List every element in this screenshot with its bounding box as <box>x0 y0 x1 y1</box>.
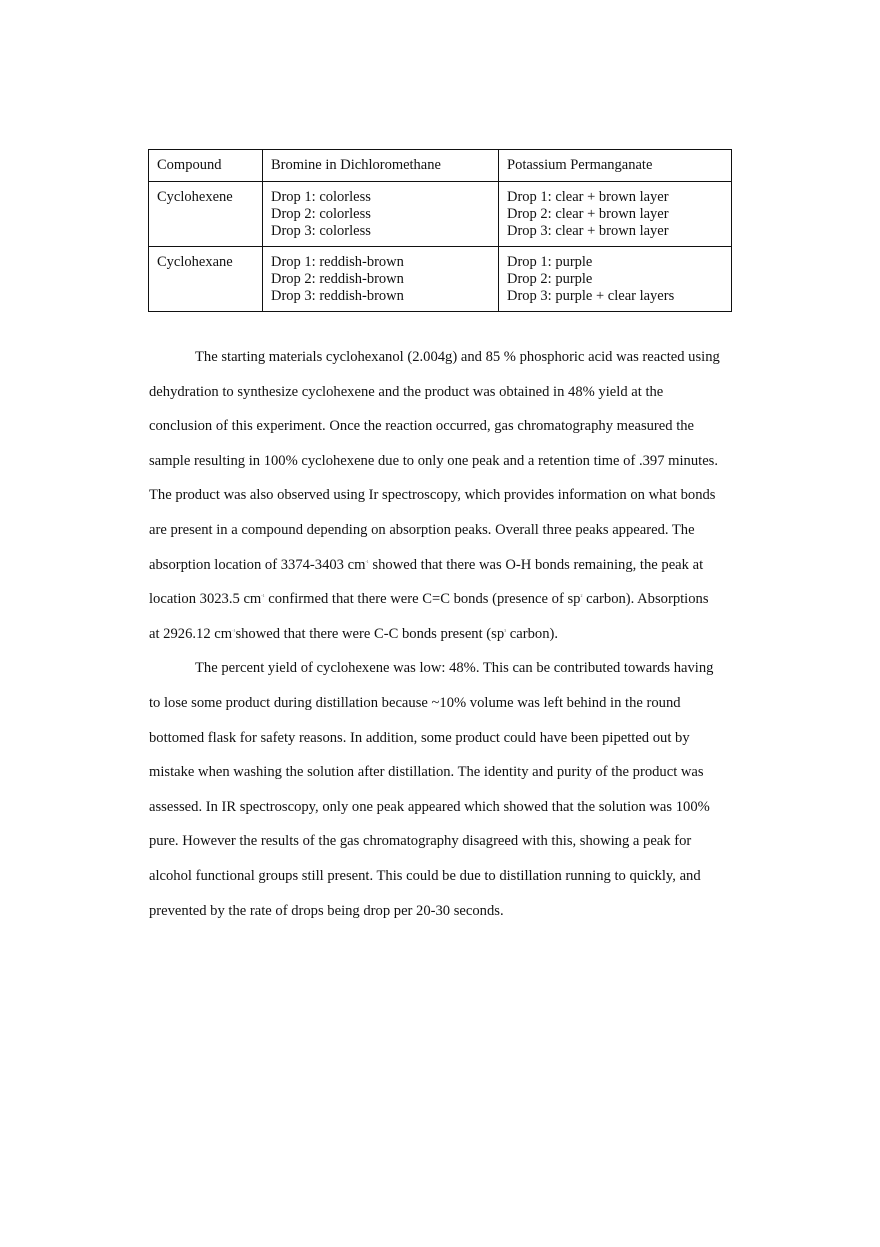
text-run: showed that there was O-H bonds remaining, the peak at <box>368 556 704 573</box>
permanganate-cell <box>499 182 732 247</box>
table-row <box>149 247 732 312</box>
text-run: showed that there were C-C bonds present (sp <box>235 625 505 642</box>
compound-cell: Cyclohexene <box>149 182 263 247</box>
text-line: mistake when washing the solution after distillation. The identity and purity of the product was <box>149 764 704 781</box>
text-line <box>149 548 731 583</box>
paragraph-1 <box>149 340 731 651</box>
superscript: 2 <box>580 593 583 599</box>
text-line: assessed. In IR spectroscopy, only one peak appeared which showed that the solution was 100% <box>149 798 710 815</box>
text-run: absorption location of 3374-3403 cm <box>149 556 366 573</box>
bromine-result: Drop 2: reddish-brown <box>271 271 404 287</box>
superscript: 3 <box>504 627 507 633</box>
text-run: carbon). <box>506 625 559 642</box>
bromine-result: Drop 1: reddish-brown <box>271 254 404 270</box>
superscript: -1 <box>365 558 369 564</box>
superscript: -1 <box>232 627 236 633</box>
header-bromine: Bromine in Dichloromethane <box>263 150 499 182</box>
table-header-row <box>149 150 732 182</box>
text-line: The percent yield of cyclohexene was low: 48%. This can be contributed towards having <box>195 660 714 677</box>
permanganate-result: Drop 3: clear + brown layer <box>507 223 669 239</box>
text-line <box>149 617 731 652</box>
text-line: bottomed flask for safety reasons. In addition, some product could have been pipetted out by <box>149 729 690 746</box>
text-run: carbon). Absorptions <box>582 591 709 608</box>
text-run: location 3023.5 cm <box>149 591 262 608</box>
text-line: sample resulting in 100% cyclohexene due to only one peak and a retention time of .397 minutes. <box>149 452 719 469</box>
text-run: at 2926.12 cm <box>149 625 233 642</box>
text-line: dehydration to synthesize cyclohexene and the product was obtained in 48% yield at the <box>149 383 664 400</box>
text-line: are present in a compound depending on absorption peaks. Overall three peaks appeared. The <box>149 521 695 538</box>
bromine-cell <box>263 182 499 247</box>
bromine-result: Drop 3: reddish-brown <box>271 288 404 304</box>
permanganate-cell <box>499 247 732 312</box>
bromine-result: Drop 2: colorless <box>271 206 371 222</box>
permanganate-result: Drop 2: purple <box>507 271 593 287</box>
discussion-text <box>149 340 731 928</box>
permanganate-result: Drop 1: purple <box>507 254 593 270</box>
text-line <box>149 582 731 617</box>
bromine-result: Drop 1: colorless <box>271 189 371 205</box>
text-line: alcohol functional groups still present. This could be due to distillation running to quickly, and <box>149 867 701 884</box>
test-results-table <box>148 149 732 312</box>
header-permanganate: Potassium Permanganate <box>499 150 732 182</box>
header-compound: Compound <box>149 150 263 182</box>
text-line: conclusion of this experiment. Once the reaction occurred, gas chromatography measured the <box>149 418 695 435</box>
text-line: pure. However the results of the gas chromatography disagreed with this, showing a peak for <box>149 833 692 850</box>
text-run: confirmed that there were C=C bonds (presence of sp <box>264 591 581 608</box>
compound-cell: Cyclohexane <box>149 247 263 312</box>
paragraph-2 <box>149 651 731 928</box>
text-line: prevented by the rate of drops being drop per 20-30 seconds. <box>149 902 504 919</box>
bromine-cell <box>263 247 499 312</box>
bromine-result: Drop 3: colorless <box>271 223 371 239</box>
table-row <box>149 182 732 247</box>
text-line: The starting materials cyclohexanol (2.004g) and 85 % phosphoric acid was reacted using <box>195 349 720 365</box>
text-line: The product was also observed using Ir spectroscopy, which provides information on what bonds <box>149 487 716 504</box>
permanganate-result: Drop 3: purple + clear layers <box>507 288 675 304</box>
permanganate-result: Drop 1: clear + brown layer <box>507 189 669 205</box>
text-line: to lose some product during distillation because ~10% volume was left behind in the round <box>149 694 681 711</box>
permanganate-result: Drop 2: clear + brown layer <box>507 206 669 222</box>
superscript: -1 <box>261 593 265 599</box>
